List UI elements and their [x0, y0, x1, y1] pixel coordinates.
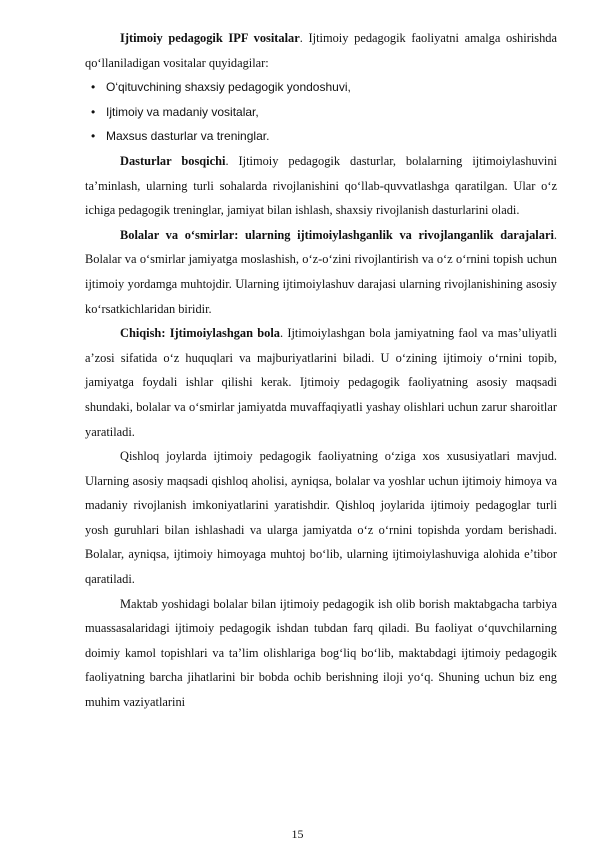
text-bolalar: . Bolalar va o‘smirlar jamiyatga moslashish, o‘z-o‘zini rivojlantirish va o‘z o‘rnini topish uchun ijtimoiy yordamga muhtojdir. Ularning ijtimoiylashuv darajasi ularning rivojlanishining asosiy ko‘rsatkichlaridan biridir. [85, 227, 557, 316]
list-item-text: O‘qituvchining shaxsiy pedagogik yondoshuvi, [106, 80, 351, 95]
bullet-icon: • [91, 80, 96, 95]
page-number: 15 [291, 827, 304, 841]
bullet-icon: • [91, 129, 96, 144]
paragraph-maktab: Maktab yoshidagi bolalar bilan ijtimoiy pedagogik ish olib borish maktabgacha tarbiya muassasalaridagi ijtimoiy pedagogik ishdan tubdan farq qiladi. Bu faoliyat o‘quvchilarning doimiy kamol topishlari va ta’lim olishlariga bog‘liq bo‘lib, maktabdagi ijtimoiy pedagogik faoliyatning barcha jihatlarini bir bobda ochib berishning iloji yo‘q. Shuning uchun biz eng muhim vaziyatlarini [85, 596, 557, 710]
heading-chiqish: Chiqish: Ijtimoiylashgan bola [120, 326, 280, 341]
paragraph-dasturlar [85, 149, 557, 223]
list-item [85, 100, 557, 125]
list-item [85, 75, 557, 100]
heading-vositalar: Ijtimoiy pedagogik IPF vositalar [120, 31, 300, 45]
list-item-text: Ijtimoiy va madaniy vositalar, [106, 104, 259, 119]
bullet-list [85, 75, 557, 149]
paragraph-qishloq: Qishloq joylarda ijtimoiy pedagogik faoliyatning o‘ziga xos xususiyatlari mavjud. Ularning asosiy maqsadi qishloq aholisi, ayniqsa, bolalar va yoshlar uchun ijtimoiy himoya va madaniy rivojlanish imkoniyatlarini yaratishdir. Qishloq joylarida ijtimoiy pedagoglar turli yosh guruhlari bilan ishlashadi va ularga jamiyatda o‘z o‘rnini topishda yordam berishadi. Bolalar, ayniqsa, ijtimoiy himoyaga muhtoj bo‘lib, ularning ijtimoiylashuviga alohida e’tibor qaratiladi. [85, 449, 557, 587]
bullet-icon: • [91, 104, 96, 119]
list-item [85, 124, 557, 149]
text-dasturlar: . Ijtimoiy pedagogik dasturlar, bolalarning ijtimoiylashuvini ta’minlash, ularning turli sohalarda rivojlanishini qo‘llab-quvvatlashga qaratilgan. Ular o‘z ichiga pedagogik treninglar, jamiyat bilan ishlash, shaxsiy rivojlanish dasturlarini oladi. [85, 153, 557, 218]
paragraph-chiqish [85, 321, 557, 444]
heading-dasturlar: Dasturlar bosqichi [120, 153, 226, 168]
text-vositalar: . Ijtimoiy pedagogik faoliyatni amalga oshirishda qo‘llaniladigan vositalar quyidagilar: [85, 31, 557, 70]
paragraph-bolalar [85, 223, 557, 321]
document-body [85, 26, 557, 715]
text-chiqish: . Ijtimoiylashgan bola jamiyatning faol va mas’uliyatli a’zosi sifatida o‘z huquqlari va majburiyatlarini biladi. U o‘zining ijtimoiy o‘rnini topib, jamiyatga foydali ishlar qilishi kerak. Ijtimoiy pedagogik faoliyatning asosiy maqsadi shundaki, bolalar va o‘smirlar jamiyatda muvaffaqiyatli yashay olishlari uchun zarur sharoitlar yaratiladi. [85, 326, 557, 439]
paragraph-vositalar [85, 26, 557, 75]
heading-bolalar: Bolalar va o‘smirlar: ularning ijtimoiylashganlik va rivojlanganlik darajalari [120, 227, 554, 242]
list-item-text: Maxsus dasturlar va treninglar. [106, 129, 270, 144]
